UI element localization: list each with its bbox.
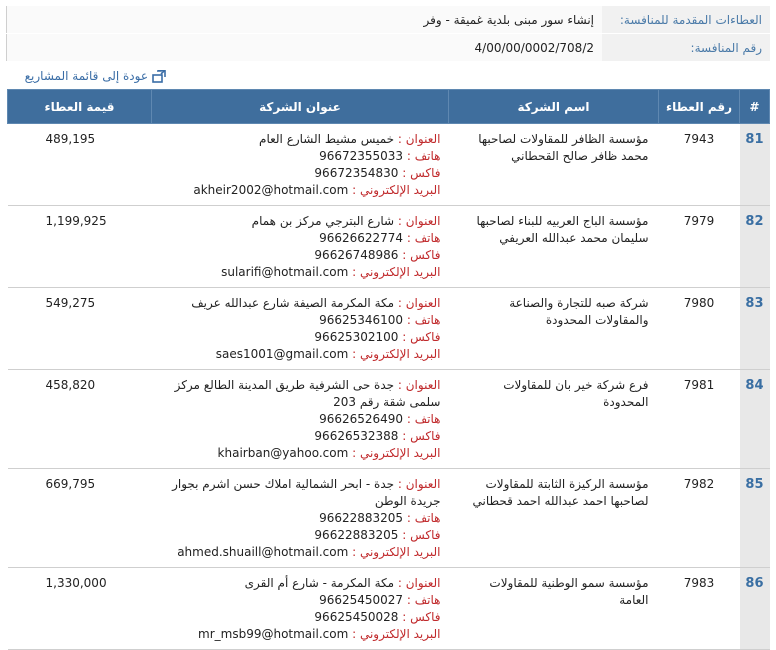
phone-value: 96625450027 bbox=[319, 593, 404, 607]
address-value: جدة حى الشرفية طريق المدينة الطالع مركز سلمى شقة رقم 203 bbox=[174, 378, 441, 409]
phone-label: هاتف : bbox=[406, 231, 441, 245]
col-header-bid-no: رقم العطاء bbox=[659, 90, 740, 124]
bid-number: 7981 bbox=[659, 370, 740, 469]
email-value: ahmed.shuaill@hotmail.com bbox=[177, 545, 349, 559]
address-line bbox=[160, 476, 441, 510]
email-value: khairban@yahoo.com bbox=[217, 446, 349, 460]
email-line bbox=[160, 264, 441, 281]
address-line bbox=[160, 377, 441, 411]
email-value: sularifi@hotmail.com bbox=[221, 265, 349, 279]
fax-line bbox=[160, 247, 441, 264]
phone-line bbox=[160, 592, 441, 609]
row-number[interactable]: 84 bbox=[740, 370, 770, 469]
bid-number: 7979 bbox=[659, 206, 740, 288]
table-row bbox=[8, 370, 770, 469]
company-address bbox=[152, 568, 449, 650]
fax-line bbox=[160, 428, 441, 445]
bid-value: 549,275 bbox=[8, 288, 152, 370]
fax-value: 96625302100 bbox=[314, 330, 399, 344]
table-row bbox=[8, 568, 770, 650]
tender-number-label: رقم المنافسة: bbox=[602, 34, 770, 62]
row-number[interactable]: 83 bbox=[740, 288, 770, 370]
phone-value: 96622883205 bbox=[319, 511, 404, 525]
email-value: saes1001@gmail.com bbox=[215, 347, 349, 361]
col-header-company: اسم الشركة bbox=[449, 90, 659, 124]
email-line bbox=[160, 346, 441, 363]
fax-value: 96626532388 bbox=[314, 429, 399, 443]
fax-label: فاكس : bbox=[402, 166, 441, 180]
email-label: البريد الإلكتروني : bbox=[352, 347, 441, 361]
bid-value: 669,795 bbox=[8, 469, 152, 568]
company-address bbox=[152, 206, 449, 288]
address-label: العنوان : bbox=[397, 214, 441, 228]
back-link-text: عودة إلى قائمة المشاريع bbox=[24, 69, 148, 83]
bids-table bbox=[7, 89, 770, 650]
row-number[interactable]: 86 bbox=[740, 568, 770, 650]
address-label: العنوان : bbox=[397, 477, 441, 491]
col-header-address: عنوان الشركة bbox=[152, 90, 449, 124]
back-arrow-icon bbox=[152, 70, 166, 83]
email-value: mr_msb99@hotmail.com bbox=[198, 627, 349, 641]
fax-value: 96622883205 bbox=[314, 528, 399, 542]
company-address bbox=[152, 288, 449, 370]
tender-info bbox=[6, 6, 770, 62]
email-label: البريد الإلكتروني : bbox=[352, 183, 441, 197]
fax-label: فاكس : bbox=[402, 610, 441, 624]
company-address bbox=[152, 469, 449, 568]
address-line bbox=[160, 575, 441, 592]
address-line bbox=[160, 213, 441, 230]
address-label: العنوان : bbox=[397, 296, 441, 310]
table-row bbox=[8, 206, 770, 288]
email-label: البريد الإلكتروني : bbox=[352, 446, 441, 460]
bid-value: 458,820 bbox=[8, 370, 152, 469]
phone-line bbox=[160, 148, 441, 165]
email-label: البريد الإلكتروني : bbox=[352, 265, 441, 279]
phone-label: هاتف : bbox=[406, 149, 441, 163]
company-name: مؤسسة الركيزة الثابتة للمقاولات لصاحبها احمد عبدالله احمد قحطاني bbox=[449, 469, 659, 568]
address-line bbox=[160, 295, 441, 312]
phone-label: هاتف : bbox=[406, 412, 441, 426]
company-name: مؤسسة الظافر للمقاولات لصاحبها محمد ظافر صالح القحطاني bbox=[449, 124, 659, 206]
phone-line bbox=[160, 510, 441, 527]
email-label: البريد الإلكتروني : bbox=[352, 627, 441, 641]
company-name: مؤسسة سمو الوطنية للمقاولات العامة bbox=[449, 568, 659, 650]
bid-number: 7943 bbox=[659, 124, 740, 206]
table-row bbox=[8, 469, 770, 568]
bid-value: 1,199,925 bbox=[8, 206, 152, 288]
address-line bbox=[160, 131, 441, 148]
bid-value: 1,330,000 bbox=[8, 568, 152, 650]
phone-label: هاتف : bbox=[406, 593, 441, 607]
bid-value: 489,195 bbox=[8, 124, 152, 206]
tender-number-value: 4/00/00/0002/708/2 bbox=[7, 34, 603, 62]
bids-value: إنشاء سور مبنى بلدية غميقة - وفر bbox=[7, 6, 603, 34]
email-line bbox=[160, 445, 441, 462]
phone-value: 96672355033 bbox=[319, 149, 404, 163]
phone-line bbox=[160, 411, 441, 428]
fax-line bbox=[160, 165, 441, 182]
email-label: البريد الإلكتروني : bbox=[352, 545, 441, 559]
fax-value: 96625450028 bbox=[314, 610, 399, 624]
back-to-projects-link[interactable] bbox=[25, 67, 166, 85]
fax-line bbox=[160, 527, 441, 544]
fax-line bbox=[160, 609, 441, 626]
email-line bbox=[160, 544, 441, 561]
company-address bbox=[152, 370, 449, 469]
company-address bbox=[152, 124, 449, 206]
phone-value: 96626526490 bbox=[319, 412, 404, 426]
fax-value: 96672354830 bbox=[314, 166, 399, 180]
address-value: مكة المكرمة - شارع أم القرى bbox=[244, 576, 395, 590]
phone-label: هاتف : bbox=[406, 313, 441, 327]
address-label: العنوان : bbox=[397, 378, 441, 392]
fax-line bbox=[160, 329, 441, 346]
address-value: شارع البترجي مركز بن همام bbox=[251, 214, 395, 228]
table-row bbox=[8, 288, 770, 370]
phone-value: 96625346100 bbox=[319, 313, 404, 327]
table-row bbox=[8, 124, 770, 206]
phone-line bbox=[160, 230, 441, 247]
company-name: فرع شركة خير بان للمقاولات المحدودة bbox=[449, 370, 659, 469]
address-value: خميس مشيط الشارع العام bbox=[259, 132, 395, 146]
bid-number: 7983 bbox=[659, 568, 740, 650]
fax-label: فاكس : bbox=[402, 330, 441, 344]
row-number[interactable]: 82 bbox=[740, 206, 770, 288]
bid-number: 7982 bbox=[659, 469, 740, 568]
col-header-num: # bbox=[740, 90, 770, 124]
email-value: akheir2002@hotmail.com bbox=[193, 183, 349, 197]
fax-value: 96626748986 bbox=[314, 248, 399, 262]
bids-label: العطاءات المقدمة للمنافسة: bbox=[602, 6, 770, 34]
phone-line bbox=[160, 312, 441, 329]
phone-label: هاتف : bbox=[406, 511, 441, 525]
address-value: جدة - ابحر الشمالية املاك حسن اشرم بجوار جريدة الوطن bbox=[172, 477, 441, 508]
email-line bbox=[160, 182, 441, 199]
address-label: العنوان : bbox=[397, 576, 441, 590]
fax-label: فاكس : bbox=[402, 429, 441, 443]
fax-label: فاكس : bbox=[402, 528, 441, 542]
address-label: العنوان : bbox=[397, 132, 441, 146]
company-name: شركة صبه للتجارة والصناعة والمقاولات المحدودة bbox=[449, 288, 659, 370]
bid-number: 7980 bbox=[659, 288, 740, 370]
company-name: مؤسسة الباج العربيه للبناء لصاحبها سليمان محمد عبدالله العريفي bbox=[449, 206, 659, 288]
row-number[interactable]: 81 bbox=[740, 124, 770, 206]
col-header-value: قيمة العطاء bbox=[8, 90, 152, 124]
address-value: مكة المكرمة الصيفة شارع عبدالله عريف bbox=[191, 296, 395, 310]
row-number[interactable]: 85 bbox=[740, 469, 770, 568]
phone-value: 96626622774 bbox=[319, 231, 404, 245]
fax-label: فاكس : bbox=[402, 248, 441, 262]
email-line bbox=[160, 626, 441, 643]
